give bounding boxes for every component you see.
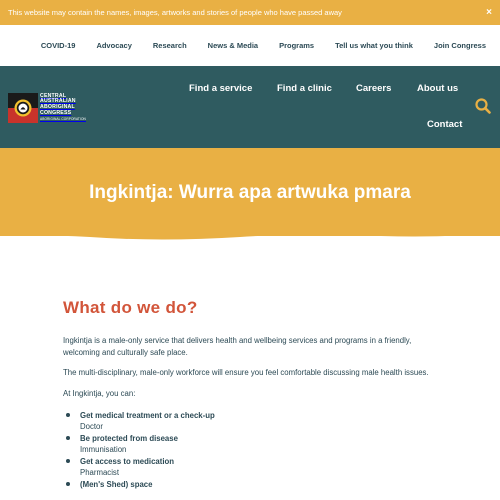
- top-nav-join[interactable]: Join Congress: [433, 41, 486, 50]
- nav-find-service[interactable]: Find a service: [189, 83, 253, 94]
- main-header: [0, 66, 500, 148]
- page-title: Ingkintja: Wurra apa artwuka pmara: [89, 182, 411, 203]
- service-title: Get access to medication: [80, 457, 175, 466]
- nav-contact[interactable]: Contact: [427, 119, 463, 130]
- close-notice-button[interactable]: ×: [486, 7, 492, 18]
- top-nav-news-media[interactable]: News & Media: [207, 41, 259, 50]
- service-title: (Men's Shed) space: [80, 480, 153, 489]
- top-nav-advocacy[interactable]: Advocacy: [96, 41, 132, 50]
- list-item: [66, 433, 443, 455]
- logo-text: [40, 94, 86, 123]
- top-nav-programs[interactable]: Programs: [279, 41, 315, 50]
- nav-about[interactable]: About us: [417, 83, 459, 94]
- search-button[interactable]: [475, 98, 491, 119]
- notice-text: This website may contain the names, images, artworks and stories of people who have passed away: [8, 8, 342, 17]
- section-heading: What do we do?: [63, 298, 198, 317]
- hero-wave-divider: [0, 228, 500, 244]
- top-nav-covid[interactable]: COVID-19: [40, 41, 76, 50]
- top-nav-research[interactable]: Research: [152, 41, 187, 50]
- service-title: Be protected from disease: [80, 434, 178, 443]
- congress-emblem-icon: [8, 93, 38, 123]
- logo-line-2: AUSTRALIAN: [40, 98, 76, 105]
- logo-line-3: ABORIGINAL: [40, 104, 75, 111]
- service-provider: Pharmacist: [80, 468, 119, 477]
- logo-line-1: CENTRAL: [40, 92, 67, 99]
- service-title: Get medical treatment or a check-up: [80, 411, 215, 420]
- services-list: [63, 410, 443, 490]
- notice-bar: [0, 0, 500, 25]
- list-item: [66, 479, 443, 490]
- logo-line-4: CONGRESS: [40, 109, 72, 116]
- top-nav-feedback[interactable]: Tell us what you think: [335, 41, 413, 50]
- search-icon: [475, 98, 491, 114]
- service-provider: Immunisation: [80, 445, 127, 454]
- nav-find-clinic[interactable]: Find a clinic: [277, 83, 332, 94]
- nav-careers[interactable]: Careers: [356, 83, 392, 94]
- main-content: [63, 298, 443, 491]
- intro-paragraph: Ingkintja is a male-only service that delivers health and wellbeing services and programs in a friendly, welcoming and culturally safe place.: [63, 336, 412, 357]
- services-intro: At Ingkintja, you can:: [63, 388, 136, 398]
- list-item: [66, 410, 443, 432]
- service-provider: Doctor: [80, 422, 103, 431]
- workforce-paragraph: The multi-disciplinary, male-only workforce will ensure you feel comfortable discussing male health issues.: [63, 368, 429, 377]
- congress-logo[interactable]: [8, 93, 92, 123]
- top-nav: [0, 25, 500, 66]
- list-item: [66, 456, 443, 478]
- logo-line-5: ABORIGINAL CORPORATION: [40, 116, 86, 121]
